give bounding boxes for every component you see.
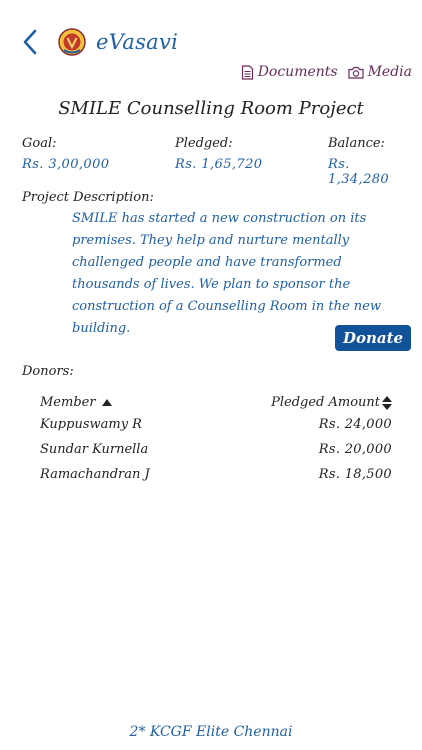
documents-label: Documents	[257, 64, 338, 80]
sort-both-icon	[382, 396, 392, 410]
donor-amount: Rs. 18,500	[318, 467, 392, 482]
balance-label: Balance:	[328, 136, 385, 151]
donor-rows	[40, 415, 392, 490]
member-column-header[interactable]	[40, 395, 112, 410]
donors-label: Donors:	[22, 364, 74, 379]
donor-name: Ramachandran J	[40, 467, 150, 482]
back-button[interactable]	[22, 22, 50, 62]
goal-value: Rs. 3,00,000	[22, 157, 110, 172]
pledged-stat	[175, 136, 262, 172]
donate-button[interactable]: Donate	[335, 325, 411, 351]
document-icon	[241, 65, 254, 80]
description-label: Project Description:	[22, 190, 154, 205]
project-title: SMILE Counselling Room Project	[58, 98, 364, 119]
member-header-label: Member	[40, 395, 96, 410]
app-header	[22, 22, 178, 62]
media-link[interactable]	[348, 64, 412, 80]
vasavi-logo	[58, 28, 86, 56]
pledged-label: Pledged:	[175, 136, 233, 151]
table-header	[40, 395, 392, 415]
app-title: eVasavi	[96, 30, 179, 54]
pledged-value: Rs. 1,65,720	[175, 157, 263, 172]
funding-stats	[22, 136, 412, 187]
donor-name: Sundar Kurnella	[40, 442, 149, 457]
donor-amount: Rs. 24,000	[318, 417, 392, 432]
camera-icon	[348, 66, 364, 79]
balance-stat	[328, 136, 412, 187]
goal-label: Goal:	[22, 136, 57, 151]
goal-stat	[22, 136, 109, 172]
amount-header-label: Pledged Amount	[271, 395, 380, 410]
donor-amount: Rs. 20,000	[318, 442, 392, 457]
table-row	[40, 465, 392, 490]
footer-text: 2* KCGF Elite Chennai	[129, 724, 293, 740]
documents-link[interactable]	[241, 64, 338, 80]
project-description: SMILE has started a new construction on its premises. They help and nurture mentally challenged people and have transformed thousands of lives. We plan to sponsor the construction of a Counselling Room in the new building.	[72, 211, 381, 336]
balance-value: Rs. 1,34,280	[328, 157, 390, 187]
sort-ascending-icon	[102, 399, 112, 406]
amount-column-header[interactable]	[271, 395, 392, 410]
donors-table	[40, 395, 392, 490]
media-label: Media	[367, 64, 412, 80]
chevron-left-icon	[22, 29, 38, 55]
table-row	[40, 415, 392, 440]
table-row	[40, 440, 392, 465]
media-links	[241, 64, 412, 80]
donor-name: Kuppuswamy R	[40, 417, 142, 432]
